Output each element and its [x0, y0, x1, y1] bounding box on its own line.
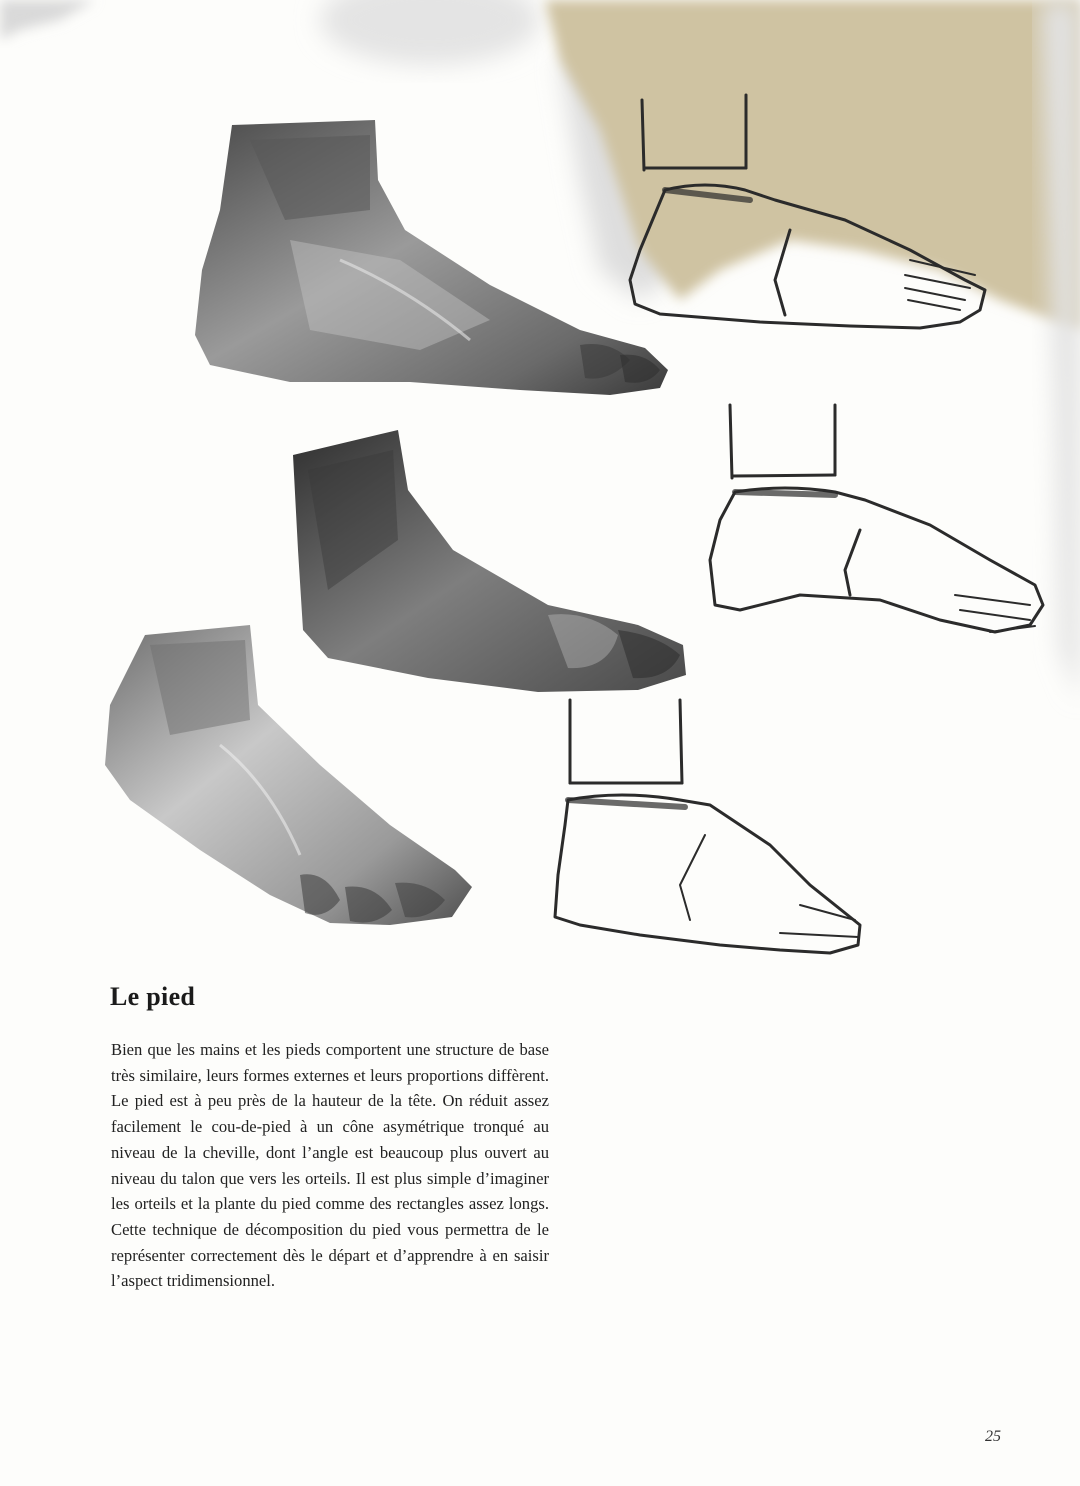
foot-photo-three-quarter: [100, 625, 480, 930]
foot-sketch-bottom: [540, 695, 870, 970]
foot-photo-side-view: [190, 120, 680, 410]
page-title: Le pied: [110, 982, 196, 1011]
foot-sketch-middle: [700, 400, 1055, 650]
body-paragraph: Bien que les mains et les pieds comportent une structure de base très similaire, leurs formes externes et leurs proportions diffèrent. Le pied est à peu près de la hauteur de la tête. On réduit assez facilement le cou-de-pied à un cône asymétrique tronqué au niveau de la cheville, dont l’angle est beaucoup plus ouvert au niveau du talon que vers les orteils. Il est plus simple d’imaginer les orteils et la plante du pied comme des rectangles assez longs. Cette technique de décomposition du pied vous permettra de le représenter correctement dès le départ et d’apprendre à en saisir l’aspect tridimensionnel.: [111, 1040, 549, 1291]
page-number: 25: [985, 1428, 1001, 1445]
grey-wash-top-left: [0, 0, 95, 40]
grey-wash-top-center: [320, 0, 540, 65]
foot-sketch-top: [620, 90, 1000, 340]
